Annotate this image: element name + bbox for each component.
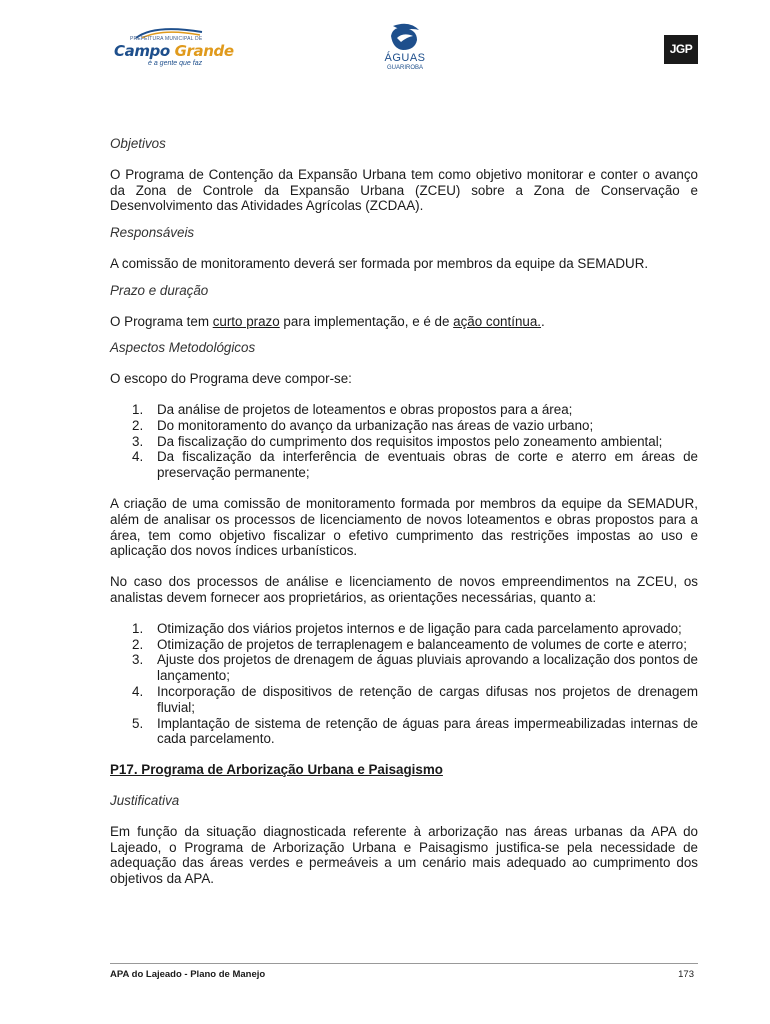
logo-tagline: é a gente que faz bbox=[148, 60, 203, 67]
footer-document-title: APA do Lajeado - Plano de Manejo bbox=[110, 969, 266, 980]
section-title-prazo: Prazo e duração bbox=[110, 282, 209, 298]
list-item: 2. Otimização de projetos de terraplenagem e balanceamento de volumes de corte e aterro; bbox=[132, 636, 687, 652]
paragraph-objetivos: O Programa de Contenção da Expansão Urbana tem como objetivo monitorar e conter o avanço da Zona de Controle da Expansão Urbana (ZCEU) sobre a Zona de Conservação e Desenvolvimento das Atividades Agrícolas (ZCDAA). bbox=[110, 166, 698, 214]
paragraph-prazo: O Programa tem curto prazo para implementação, e é de ação contínua.. bbox=[110, 313, 545, 329]
list-item: 4. Da fiscalização da interferência de eventuais obras de corte e aterro em áreas de preservação permanente; bbox=[132, 449, 698, 481]
orientacoes-list bbox=[110, 621, 698, 747]
escopo-list bbox=[110, 402, 698, 481]
list-item: 3. Da fiscalização do cumprimento dos requisitos impostos pelo zoneamento ambiental; bbox=[132, 433, 663, 449]
aguas-sub: GUARIROBA bbox=[386, 65, 423, 71]
footer-divider bbox=[110, 963, 698, 964]
aguas-name: ÁGUAS bbox=[384, 52, 426, 64]
paragraph-justificativa: Em função da situação diagnosticada referente à arborização nas áreas urbanas da APA do Lajeado, o Programa de Arborização Urbana e Paisagismo justifica-se pela necessidade de adequação das áreas verdes e permeáveis a um cenário mais adequado ao cumprimento dos objetivos da APA. bbox=[110, 823, 698, 887]
program-heading-p17: P17. Programa de Arborização Urbana e Paisagismo bbox=[110, 762, 443, 778]
page-number: 173 bbox=[678, 969, 694, 980]
logo-top-text: PREFEITURA MUNICIPAL DE bbox=[130, 36, 203, 42]
list-item: 2. Do monitoramento do avanço da urbanização nas áreas de vazio urbano; bbox=[132, 417, 594, 433]
section-title-aspectos: Aspectos Metodológicos bbox=[110, 340, 256, 356]
aguas-guariroba-logo bbox=[380, 22, 430, 78]
list-item: 1. Otimização dos viários projetos internos e de ligação para cada parcelamento aprovado; bbox=[132, 620, 682, 636]
logo-main-text: Campo Grande bbox=[114, 42, 234, 60]
water-drop-icon bbox=[387, 22, 423, 52]
campo-grande-logo bbox=[108, 26, 234, 78]
list-item: 3. Ajuste dos projetos de drenagem de águas pluviais aprovando a localização dos pontos de lançamento; bbox=[132, 652, 698, 684]
jgp-logo: JGP bbox=[664, 35, 698, 64]
list-item: 1. Da análise de projetos de loteamentos e obras propostos para a área; bbox=[132, 401, 573, 417]
section-title-responsaveis: Responsáveis bbox=[110, 225, 195, 241]
paragraph-criacao: A criação de uma comissão de monitoramento formada por membros da equipe da SEMADUR, além de analisar os processos de licenciamento de novos loteamentos e obras propostos para a área, tem como objetivo fiscalizar o efetivo cumprimento das restrições impostas ao uso e aplicação dos novos índices urbanísticos. bbox=[110, 495, 698, 559]
underlined-curto-prazo: curto prazo bbox=[212, 313, 280, 329]
paragraph-responsaveis: A comissão de monitoramento deverá ser formada por membros da equipe da SEMADUR. bbox=[110, 255, 649, 271]
main-content bbox=[110, 136, 698, 887]
underlined-acao-continua: ação contínua. bbox=[453, 313, 542, 329]
paragraph-escopo: O escopo do Programa deve compor-se: bbox=[110, 371, 352, 387]
section-title-objetivos: Objetivos bbox=[110, 136, 166, 151]
paragraph-caso: No caso dos processos de análise e licenciamento de novos empreendimentos na ZCEU, os analistas devem fornecer aos proprietários, as orientações necessárias, quanto a: bbox=[110, 574, 698, 605]
page-header bbox=[0, 22, 770, 78]
list-item: 4. Incorporação de dispositivos de retenção de cargas difusas nos projetos de drenagem fluvial; bbox=[132, 683, 698, 715]
section-title-justificativa: Justificativa bbox=[110, 792, 180, 808]
page-footer bbox=[110, 963, 698, 985]
list-item: 5. Implantação de sistema de retenção de águas para áreas impermeabilizadas internas de cada parcelamento. bbox=[132, 715, 698, 747]
